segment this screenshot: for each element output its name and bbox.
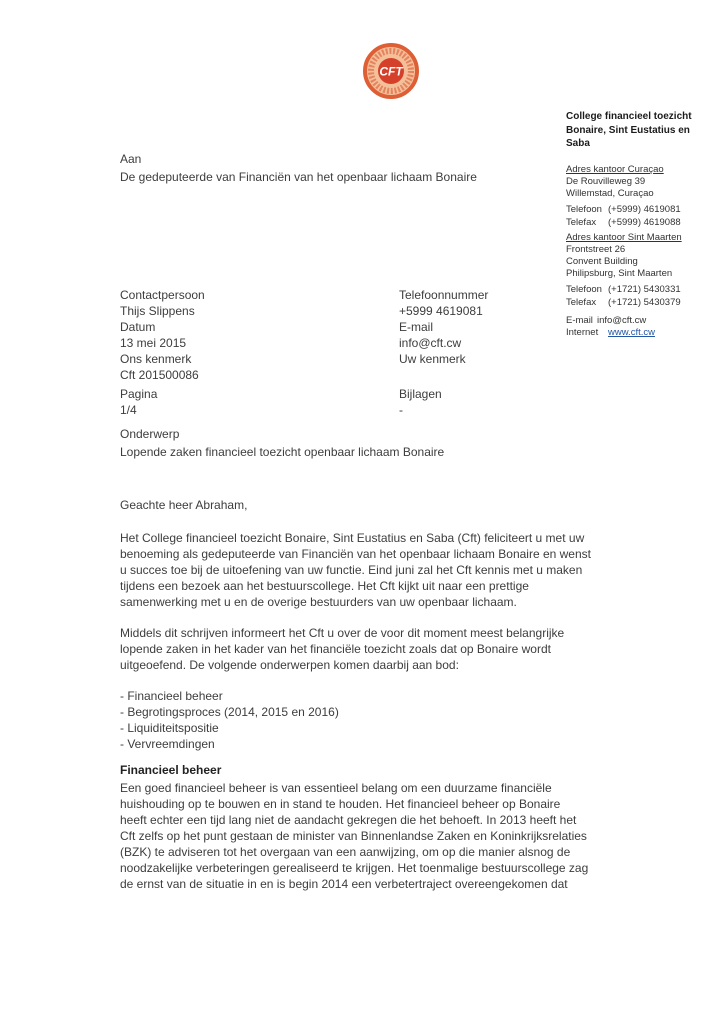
subject-block	[120, 425, 620, 461]
office-curacao-heading: Adres kantoor Curaçao	[566, 163, 664, 175]
cft-logo	[361, 41, 421, 101]
internet-label: Internet	[566, 326, 599, 338]
website-link[interactable]: www.cft.cw	[608, 326, 655, 338]
meta-label: Datum	[120, 320, 156, 334]
meta-value: 13 mei 2015	[120, 336, 187, 350]
meta-label: Pagina	[120, 387, 158, 401]
meta-label: Ons kenmerk	[120, 352, 192, 366]
office-sintmaarten-heading: Adres kantoor Sint Maarten	[566, 231, 682, 243]
meta-row	[120, 335, 620, 351]
meta-label: Telefoonnummer	[399, 288, 489, 302]
meta-row	[120, 319, 620, 335]
meta-value: Thijs Slippens	[120, 304, 195, 318]
org-name: College financieel toezicht Bonaire, Sint Eustatius en Saba	[566, 111, 692, 149]
cft-seal-icon	[361, 41, 421, 101]
logo-text: CFT	[379, 64, 403, 79]
meta-value: info@cft.cw	[399, 336, 462, 350]
fax-value: (+5999) 4619088	[608, 216, 681, 228]
phone-label: Telefoon	[566, 283, 602, 295]
paragraph-intro: Het College financieel toezicht Bonaire, Sint Eustatius en Saba (Cft) feliciteert u met uw benoeming als gedeputeerde van Financiën van het openbaar lichaam Bonaire en wenst u succes toe bij de uitoefening van uw functie. Eind juni zal het Cft kennis met u maken tijdens een bezoek aan het bestuurscollege. Het Cft kijkt uit naar een prettige samenwerking met u en de overige bestuurders van uw openbaar lichaam.	[120, 531, 591, 609]
topic-list: - Financieel beheer - Begrotingsproces (2014, 2015 en 2016) - Liquiditeitspositie - Vervreemdingen	[120, 689, 339, 751]
recipient-label: Aan	[120, 152, 142, 166]
meta-row	[120, 367, 620, 383]
recipient-block	[120, 150, 620, 186]
meta-value: 1/4	[120, 403, 137, 417]
phone-label: Telefoon	[566, 203, 602, 215]
meta-value: Cft 201500086	[120, 368, 199, 382]
meta-value	[399, 367, 620, 383]
meta-row	[120, 402, 620, 418]
meta-block	[120, 287, 620, 418]
paragraph-overview: Middels dit schrijven informeert het Cft u over de voor dit moment meest belangrijke lopende zaken in het kader van het financiële toezicht zoals dat op Bonaire wordt uitgeoefend. De volgende onderwerpen komen daarbij aan bod:	[120, 626, 565, 672]
office-curacao-address: De Rouvilleweg 39 Willemstad, Curaçao	[566, 175, 654, 199]
meta-label: Uw kenmerk	[399, 352, 466, 366]
fax-label: Telefax	[566, 296, 597, 308]
fax-value: (+1721) 5430379	[608, 296, 681, 308]
email-value: info@cft.cw	[597, 314, 647, 326]
meta-label: Bijlagen	[399, 387, 442, 401]
paragraph-financieel-beheer: Een goed financieel beheer is van essentieel belang om een duurzame financiële huishouding op te bouwen en in stand te houden. Het financieel beheer op Bonaire heeft echter een tijd lang niet de aandacht gekregen die het behoeft. In 2013 heeft het Cft zelfs op het punt gestaan de minister van Binnenlandse Zaken en Koninkrijksrelaties (BZK) te adviseren tot het overgaan van een aanwijzing, om op die manier alsnog de noodzakelijke verbeteringen gerealiseerd te krijgen. Het toenmalige bestuurscollege zag de ernst van de situatie in en is begin 2014 een verbetertraject overeengekomen dat	[120, 781, 589, 891]
subject-label: Onderwerp	[120, 427, 180, 441]
fax-label: Telefax	[566, 216, 597, 228]
phone-value: (+1721) 5430331	[608, 283, 681, 295]
subject-text: Lopende zaken financieel toezicht openbaar lichaam Bonaire	[120, 445, 445, 459]
meta-row	[120, 386, 620, 402]
meta-value: -	[399, 403, 403, 417]
salutation: Geachte heer Abraham,	[120, 498, 248, 512]
section-heading: Financieel beheer	[120, 763, 222, 777]
meta-label: E-mail	[399, 320, 434, 334]
meta-row	[120, 287, 620, 303]
phone-value: (+5999) 4619081	[608, 203, 681, 215]
recipient-name: De gedeputeerde van Financiën van het openbaar lichaam Bonaire	[120, 170, 477, 184]
meta-label: Contactpersoon	[120, 288, 205, 302]
meta-row	[120, 351, 620, 367]
meta-value: +5999 4619081	[399, 304, 483, 318]
letter-body	[120, 150, 620, 892]
meta-row	[120, 303, 620, 319]
email-label: E-mail	[566, 314, 593, 326]
office-sintmaarten-address: Frontstreet 26 Convent Building Philipsburg, Sint Maarten	[566, 243, 673, 279]
